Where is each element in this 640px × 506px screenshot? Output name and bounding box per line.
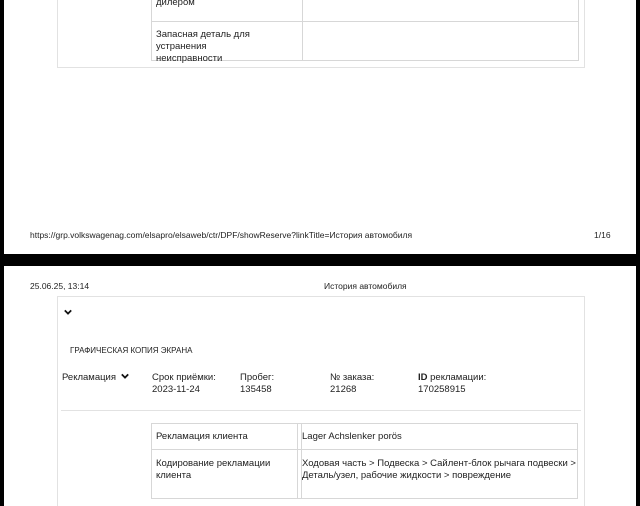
- table-row-label-cell: [151, 423, 302, 450]
- document-title: История автомобиля: [324, 281, 407, 291]
- field-order-number: № заказа: 21268: [330, 372, 375, 395]
- table-row-value-cell: [302, 21, 579, 61]
- print-timestamp: 25.06.25, 13:14: [30, 281, 90, 291]
- page-number: 1/16: [594, 230, 611, 240]
- table-row-label-cell: [151, 21, 303, 64]
- footer-url: https://grp.volkswagenag.com/elsapro/elsaweb/ctr/DPF/showReserve?linkTitle=История автомобиля: [30, 230, 413, 240]
- chevron-down-icon[interactable]: [64, 308, 72, 316]
- row-label: Рекламация клиента: [156, 431, 248, 442]
- table-row-value-cell: [302, 0, 579, 22]
- table-row-value-cell: [297, 423, 578, 450]
- table-row-value-cell: [297, 449, 578, 499]
- row-label: Кодирование рекламации клиента: [156, 458, 271, 481]
- field-mileage: Пробег: 135458: [240, 372, 275, 395]
- pdf-page-2: [4, 266, 636, 506]
- table-row-label-cell: [151, 0, 303, 22]
- field-reclamation-id: ID рекламации: 170258915: [418, 372, 487, 395]
- field-acceptance-date: Срок приёмки: 2023-11-24: [152, 372, 216, 395]
- row-label: Запасная деталь для устранения неисправности: [156, 29, 250, 64]
- table-row-label-cell: [151, 449, 302, 499]
- pdf-page-1: [4, 0, 636, 254]
- row-value: Lager Achslenker porös: [302, 431, 402, 442]
- row-value: Ходовая часть > Подвеска > Сайлент-блок рычага подвески > Деталь/узел, рабочие жидкости > повреждение: [302, 458, 576, 481]
- chevron-down-icon: [121, 372, 129, 380]
- row-label: дилером: [156, 0, 195, 8]
- section-label: ГРАФИЧЕСКАЯ КОПИЯ ЭКРАНА: [70, 346, 193, 355]
- reclamation-toggle[interactable]: Рекламация: [62, 372, 129, 384]
- reclamation-header: [61, 372, 581, 411]
